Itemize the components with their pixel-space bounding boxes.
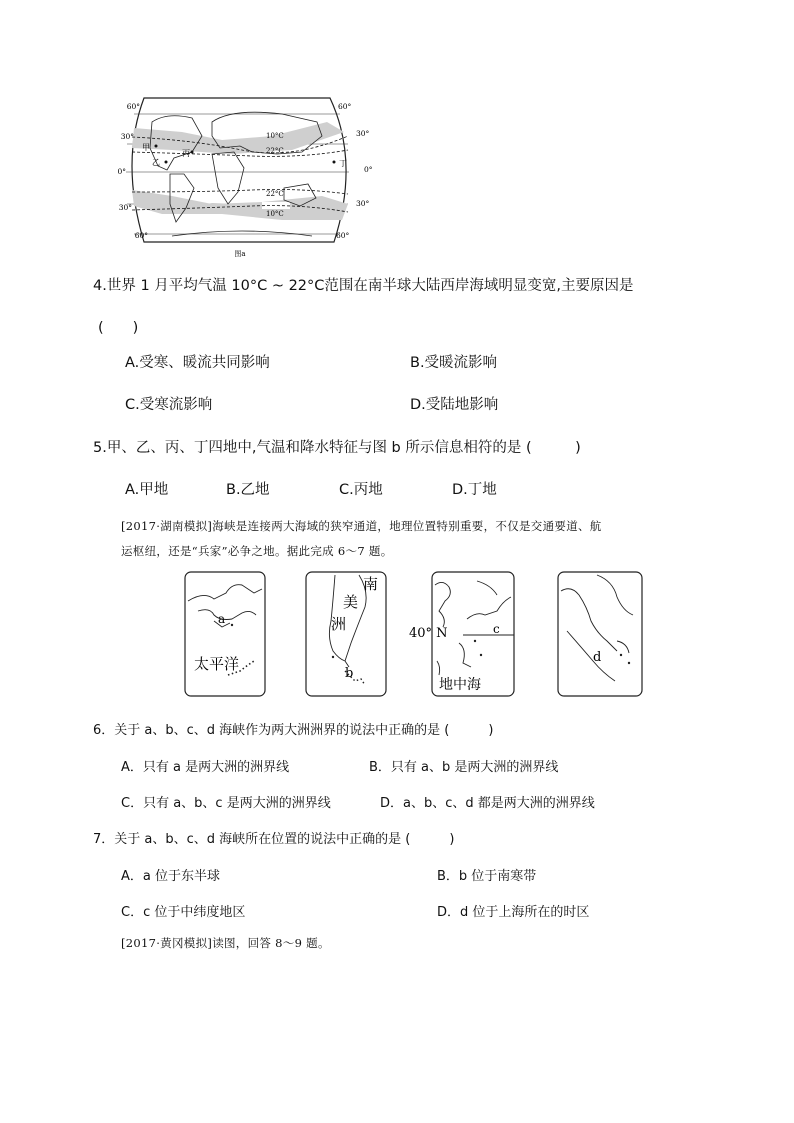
- q4-option-b: B.受暖流影响: [410, 355, 498, 371]
- lat-label-left: 0°: [117, 167, 126, 176]
- q6-option-c: C．只有 a、b、c 是两大洲的洲界线: [121, 796, 331, 811]
- legend-blank: [262, 202, 290, 209]
- point-yi: [165, 161, 168, 164]
- source-note-2: [2017·黄冈模拟]读图，回答 8～9 题。: [121, 936, 330, 950]
- isotherm-label: 10°C: [266, 132, 284, 140]
- point-jia: [155, 145, 158, 148]
- lat-label-right: 60°: [338, 102, 352, 111]
- figure-caption: 图a: [234, 250, 246, 258]
- place-yi: 乙: [152, 158, 160, 167]
- strait-map-d: [557, 571, 643, 697]
- strait-map-b: [305, 571, 387, 697]
- lat-label-right: 30°: [356, 129, 370, 138]
- q5-option-d: D.丁地: [452, 482, 497, 498]
- q4-option-d: D.受陆地影响: [410, 397, 499, 413]
- lat-label-right: 60°: [336, 231, 350, 240]
- strait-map-a: [184, 571, 266, 697]
- q7-option-a: A．a 位于东半球: [121, 869, 220, 884]
- q4-paren: ( ): [98, 320, 139, 336]
- place-bing: 丙: [182, 149, 190, 158]
- q7-option-b: B．b 位于南寒带: [437, 869, 537, 884]
- isotherm-label: 10°C: [266, 210, 284, 218]
- world-isotherm-map: [112, 92, 377, 260]
- place-jia: 甲: [142, 143, 150, 152]
- strait-label-a: a: [218, 612, 226, 626]
- q7-option-c: C．c 位于中纬度地区: [121, 905, 246, 920]
- lat-label-left: 60°: [126, 102, 140, 111]
- q6-option-b: B．只有 a、b 是两大洲的洲界线: [369, 760, 559, 775]
- q6-option-d: D．a、b、c、d 都是两大洲的洲界线: [380, 796, 595, 811]
- lat-label-right: 0°: [364, 165, 373, 174]
- sea-label-mediterranean: 地中海: [439, 677, 481, 693]
- strait-label-c: c: [493, 622, 500, 636]
- isotherm-label: 22°C: [266, 190, 284, 198]
- lat-label-40n: 40° N: [409, 626, 448, 641]
- q4-option-a: A.受寒、暖流共同影响: [125, 355, 270, 371]
- lat-label-left: 60°: [134, 231, 148, 240]
- q4-option-c: C.受寒流影响: [125, 397, 213, 413]
- source-note-1: [2017·湖南模拟]海峡是连接两大海域的狭窄通道，地理位置特别重要，不仅是交通要道、航: [121, 519, 602, 533]
- point-bing: [191, 151, 194, 154]
- q7-option-d: D．d 位于上海所在的时区: [437, 905, 590, 920]
- place-ding: 丁: [339, 159, 347, 168]
- lat-label-left: 30°: [118, 203, 132, 212]
- q5-stem: 5.甲、乙、丙、丁四地中,气温和降水特征与图 b 所示信息相符的是 ( ): [93, 440, 581, 456]
- strait-label-b: b: [345, 666, 354, 681]
- strait-map-c: [407, 571, 515, 697]
- continent-label-2: 美: [343, 593, 359, 611]
- q4-stem: 4.世界 1 月平均气温 10°C ~ 22°C范围在南半球大陆西岸海域明显变宽,主要原因是: [93, 278, 634, 294]
- lat-label-left: 30°: [120, 132, 134, 141]
- lat-label-right: 30°: [356, 199, 370, 208]
- q6-option-a: A．只有 a 是两大洲的洲界线: [121, 760, 290, 775]
- isotherm-label: 22°C: [266, 147, 284, 155]
- q5-option-a: A.甲地: [125, 482, 169, 498]
- q7-stem: 7．关于 a、b、c、d 海峡所在位置的说法中正确的是 ( ): [93, 832, 455, 847]
- sea-label-pacific: 太平洋: [194, 655, 240, 673]
- q5-option-b: B.乙地: [226, 482, 270, 498]
- continent-label-3: 洲: [331, 615, 347, 633]
- q6-stem: 6．关于 a、b、c、d 海峡作为两大洲洲界的说法中正确的是 ( ): [93, 723, 494, 738]
- strait-label-d: d: [593, 650, 602, 665]
- q5-option-c: C.丙地: [339, 482, 383, 498]
- point-ding: [333, 161, 336, 164]
- source-note-1b: 运枢纽，还是“兵家”必争之地。据此完成 6～7 题。: [121, 544, 393, 558]
- continent-label-1: 南: [363, 575, 379, 593]
